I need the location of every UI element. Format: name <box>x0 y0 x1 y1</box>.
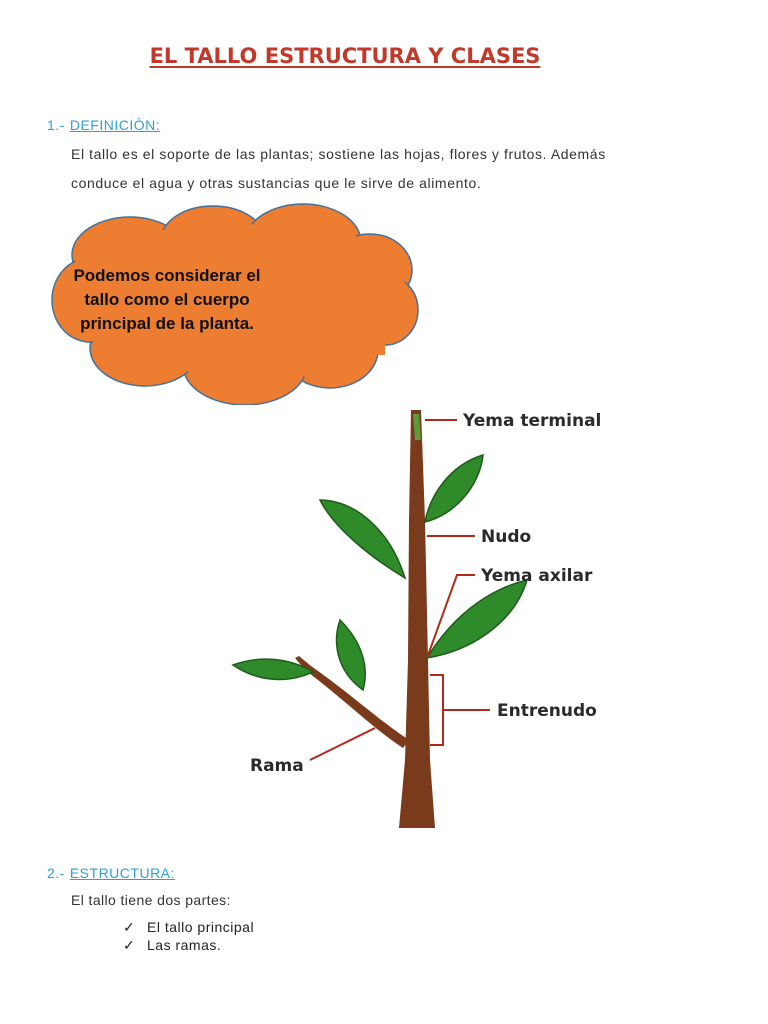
label-nudo: Nudo <box>481 527 532 547</box>
section-1-heading <box>47 117 160 133</box>
cloud-line-2: tallo como el cuerpo <box>84 290 250 309</box>
structure-intro: El tallo tiene dos partes: <box>71 892 231 908</box>
label-yema-terminal: Yema terminal <box>463 411 602 431</box>
label-entrenudo: Entrenudo <box>497 701 597 721</box>
pointer-line <box>310 728 375 760</box>
stem-diagram <box>225 400 625 832</box>
section-1-number: 1.- <box>47 117 65 133</box>
list-item-text: Las ramas. <box>147 937 222 953</box>
list-item <box>123 936 254 954</box>
leaf-shape <box>337 620 366 690</box>
checkmark-icon: ✓ <box>123 937 136 953</box>
section-2-heading <box>47 865 175 881</box>
leaf-shape <box>320 500 405 578</box>
cloud-text <box>52 264 282 336</box>
section-1-title: DEFINICIÒN: <box>69 117 161 133</box>
section-2-title: ESTRUCTURA: <box>69 865 175 881</box>
list-item <box>123 918 254 936</box>
structure-list <box>123 918 254 954</box>
definition-line-2: conduce el agua y otras sustancias que le sirve de alimento. <box>71 175 482 191</box>
stem-illustration <box>225 400 625 832</box>
label-yema-axilar: Yema axilar <box>481 566 593 586</box>
leaf-shape <box>425 455 483 522</box>
cloud-line-1: Podemos considerar el <box>73 266 261 285</box>
definition-line-1: El tallo es el soporte de las plantas; sostiene las hojas, flores y frutos. Además <box>71 146 606 162</box>
main-stem-shape <box>399 410 435 828</box>
list-item-text: El tallo principal <box>147 919 255 935</box>
section-2-number: 2.- <box>47 865 65 881</box>
page-title: EL TALLO ESTRUCTURA Y CLASES <box>149 44 541 68</box>
label-rama: Rama <box>250 756 304 776</box>
bracket-line <box>430 675 443 745</box>
checkmark-icon: ✓ <box>123 919 136 935</box>
cloud-line-3: principal de la planta. <box>80 314 254 333</box>
